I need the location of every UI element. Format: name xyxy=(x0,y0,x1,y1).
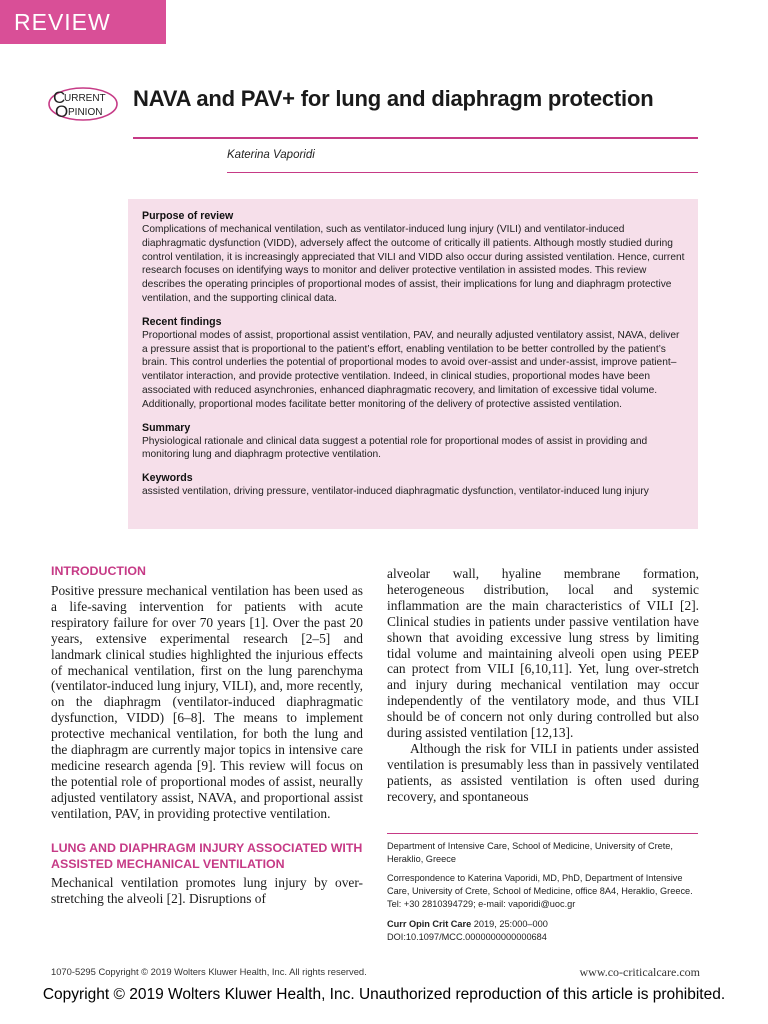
right-paragraph-1: alveolar wall, hyaline membrane formation, heterogeneous distribution, local and systemic inflammation are the main characteristics of VILI [2]. Clinical studies in patients under passive ventilation have shown that avoiding excessive lung stress by limiting tidal volume and maintaining alveoli open using PEEP can protect from VILI [6,10,11]. Yet, lung over-stretch and injury during mechanical ventilation may occur independently of the ventilatory mode, and thus VILI should be of concern not only during controlled but also during assisted ventilation [12,13]. xyxy=(387,566,699,741)
affiliation-block xyxy=(387,840,705,951)
keywords-text: assisted ventilation, driving pressure, ventilator-induced diaphragmatic dysfunction, ventilator-induced lung injury xyxy=(142,486,649,498)
logo-word-pinion: PINION xyxy=(68,107,103,118)
left-column xyxy=(51,563,363,906)
purpose-text: Complications of mechanical ventilation, such as ventilator-induced lung injury (VILI) and ventilator-induced diaphragmatic dysfunction (VIDD), adversely affect the outcome of critically ill patients. Although mostly studied during control ventilation, it is increasingly appreciated that VILI and VIDD also occur during assisted ventilation. Hence, current research focuses on identifying ways to monitor and deliver protective ventilation in assisted modes. This review describes the operating principles of proportional modes of assist, their implications for lung and diaphragm protective ventilation, and the supporting clinical data. xyxy=(142,224,685,304)
summary-text: Physiological rationale and clinical data suggest a potential role for proportional modes of assist in providing and monitoring lung and diaphragm protective ventilation. xyxy=(142,435,648,461)
article-title: NAVA and PAV+ for lung and diaphragm protection xyxy=(133,86,654,111)
journal-citation xyxy=(387,918,705,931)
affiliation-divider xyxy=(387,833,698,834)
logo-word-urrent: URRENT xyxy=(64,93,106,104)
correspondence-text: Correspondence to Katerina Vaporidi, MD, PhD, Department of Intensive Care, University of Crete, School of Medicine, office 8A4, Heraklio, Greece. Tel: +30 2810394729; e-mail: vaporidi@uoc.gr xyxy=(387,873,693,909)
section2-heading: LUNG AND DIAPHRAGM INJURY ASSOCIATED WITH ASSISTED MECHANICAL VENTILATION xyxy=(51,840,363,871)
section2-text: Mechanical ventilation promotes lung injury by over-stretching the alveoli [2]. Disruptions of xyxy=(51,874,363,906)
review-section-tab: REVIEW xyxy=(0,0,166,44)
purpose-heading: Purpose of review xyxy=(142,210,234,222)
footer-website-link[interactable]: www.co-criticalcare.com xyxy=(579,965,700,979)
right-column xyxy=(387,566,699,805)
logo-letter-c: C xyxy=(53,88,66,107)
introduction-text: Positive pressure mechanical ventilation has been used as a life-saving intervention for patients with acute respiratory failure for over 70 years [1]. Over the past 20 years, extensive experimental research [2–5] and landmark clinical studies highlighted the injurious effects of mechanical ventilation, first on the lung parenchyma (ventilator-induced lung injury, VILI), and, more recently, on the diaphragm (ventilator-induced diaphragmatic dysfunction, VIDD) [6–8]. The means to implement protective mechanical ventilation, for both the lung and the diaphragm are currently major topics in intensive care medicine research agenda [9]. This review will focus on the potential role of proportional modes of assist, neurally adjusted ventilatory assist, NAVA, and proportional assist ventilation, PAV, in providing protective ventilation. xyxy=(51,583,363,821)
current-opinion-logo xyxy=(47,86,119,122)
title-divider xyxy=(133,137,698,139)
footer-copyright: 1070-5295 Copyright © 2019 Wolters Kluwer Health, Inc. All rights reserved. xyxy=(51,966,367,977)
keywords-heading: Keywords xyxy=(142,472,193,485)
findings-text: Proportional modes of assist, proportional assist ventilation, PAV, and neurally adjusted ventilatory assist, NAVA, deliver a pressure assist that is proportional to the patient’s effort, enabling ventilation to be better controlled by the patient’s brain. This control underlies the potential of proportional modes to avoid over-assist and under-assist, improve patient–ventilator interaction, and provide protective ventilation. Indeed, in clinical studies, proportional modes have been associated with reduced asynchronies, enhanced diaphragmatic recovery, and limitation of excessive tidal volume. Additionally, proportional modes facilitate better monitoring of the delivery of protective assisted ventilation. xyxy=(142,329,680,410)
right-paragraph-2: Although the risk for VILI in patients under assisted ventilation is presumably less than in passively ventilated patients, as assisted ventilation is often used during recovery, and spontaneous xyxy=(387,740,699,804)
abstract-box xyxy=(128,199,698,529)
author-divider xyxy=(227,172,698,173)
summary-heading: Summary xyxy=(142,421,191,434)
journal-info: 2019, 25:000–000 xyxy=(471,918,548,929)
journal-name: Curr Opin Crit Care xyxy=(387,918,472,929)
doi-text[interactable]: DOI:10.1097/MCC.0000000000000684 xyxy=(387,932,547,943)
department-text: Department of Intensive Care, School of Medicine, University of Crete, Heraklio, Greece xyxy=(387,841,673,864)
copyright-banner: Copyright © 2019 Wolters Kluwer Health, Inc. Unauthorized reproduction of this article is prohibited. xyxy=(42,986,726,1003)
findings-heading: Recent findings xyxy=(142,315,222,328)
current-opinion-logo-graphic xyxy=(47,86,119,122)
logo-letter-o: O xyxy=(55,102,69,121)
article-author: Katerina Vaporidi xyxy=(227,149,315,161)
introduction-heading: INTRODUCTION xyxy=(51,564,146,578)
